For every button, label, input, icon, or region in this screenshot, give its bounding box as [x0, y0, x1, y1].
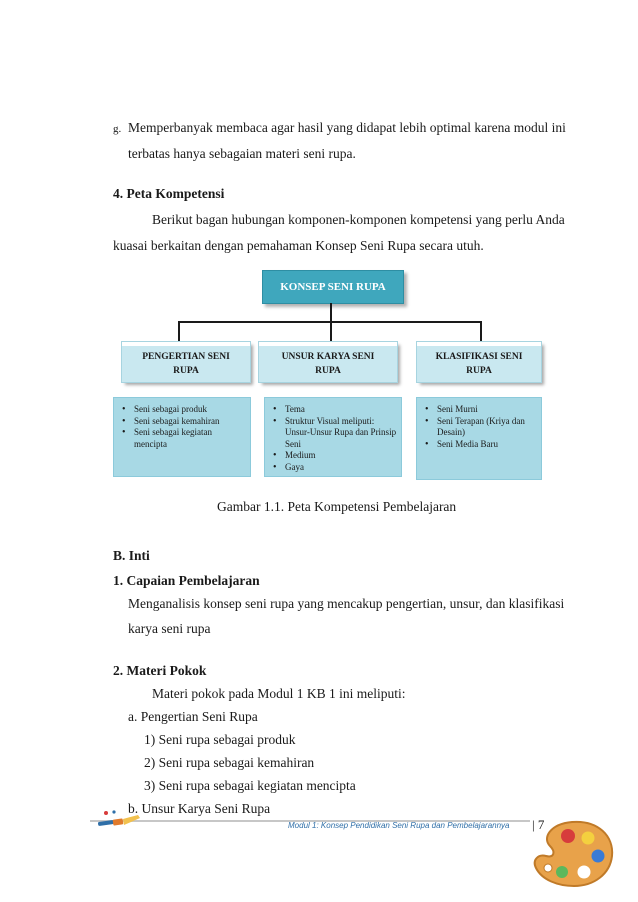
paintbrush-icon: [98, 809, 144, 833]
list-item: 3) Seni rupa sebagai kegiatan mencipta: [144, 778, 356, 793]
list-item: • Seni Murni: [421, 404, 535, 416]
connector-right: [480, 321, 482, 343]
branch-body-unsur: [264, 397, 402, 477]
branch-body-pengertian: [113, 397, 251, 477]
figure-caption: Gambar 1.1. Peta Kompetensi Pembelajaran: [217, 499, 457, 514]
branch-header-pengertian: [122, 342, 250, 382]
branch-title-pengertian: PENGERTIAN SENI RUPA: [142, 352, 230, 376]
list-item: • Seni sebagai kegiatan mencipta: [118, 427, 246, 450]
list-item: 2) Seni rupa sebagai kemahiran: [144, 755, 315, 770]
connector-left: [178, 321, 180, 343]
list-item: • Seni Media Baru: [421, 439, 535, 451]
list-item: 1) Seni rupa sebagai produk: [144, 732, 296, 747]
connector-root-down: [330, 303, 332, 323]
diagram-root-label: KONSEP SENI RUPA: [280, 281, 386, 293]
peta-paragraph-line2: kuasai berkaitan dengan pemahaman Konsep Seni Rupa secara utuh.: [113, 238, 484, 253]
list-item: • Medium: [269, 450, 397, 462]
item-g-line1: Memperbanyak membaca agar hasil yang didapat lebih optimal karena modul ini: [128, 120, 566, 135]
connector-middle: [330, 321, 332, 343]
section-heading-peta: 4. Peta Kompetensi: [113, 186, 225, 201]
branch-header-unsur: [259, 342, 397, 382]
branch-title-klasifikasi: KLASIFIKASI SENI RUPA: [435, 352, 523, 376]
paint-palette-icon: [528, 818, 616, 890]
branch-body-klasifikasi: [416, 397, 542, 480]
list-item: • Seni sebagai kemahiran: [118, 416, 246, 428]
item-g-line2: terbatas hanya sebagaian materi seni rupa.: [128, 146, 356, 161]
branch-title-unsur: UNSUR KARYA SENI RUPA: [281, 352, 375, 376]
list-item: • Seni sebagai produk: [118, 404, 246, 416]
list-item: • Tema: [269, 404, 397, 416]
list-item-b: b. Unsur Karya Seni Rupa: [128, 801, 271, 816]
list-marker-g: g.: [113, 123, 122, 135]
list-item-a: a. Pengertian Seni Rupa: [128, 709, 258, 724]
footer-module-title: Modul 1: Konsep Pendidikan Seni Rupa dan Pembelajarannya: [288, 821, 510, 830]
page-number: | 7: [532, 817, 545, 832]
section-heading-inti: B. Inti: [113, 548, 150, 563]
capaian-line1: Menganalisis konsep seni rupa yang mencakup pengertian, unsur, dan klasifikasi: [128, 596, 565, 611]
peta-paragraph-line1: Berikut bagan hubungan komponen-komponen kompetensi yang perlu Anda: [152, 212, 565, 227]
branch-header-klasifikasi: [417, 342, 541, 382]
subheading-materi: 2. Materi Pokok: [113, 663, 207, 678]
diagram-root-box: [262, 270, 404, 304]
list-item: • Gaya: [269, 462, 397, 474]
capaian-line2: karya seni rupa: [128, 621, 211, 636]
list-item: • Seni Terapan (Kriya dan Desain): [421, 416, 535, 439]
subheading-capaian: 1. Capaian Pembelajaran: [113, 573, 260, 588]
list-item: • Struktur Visual meliputi: Unsur-Unsur Rupa dan Prinsip Seni: [269, 416, 397, 451]
materi-intro: Materi pokok pada Modul 1 KB 1 ini meliputi:: [152, 686, 406, 701]
